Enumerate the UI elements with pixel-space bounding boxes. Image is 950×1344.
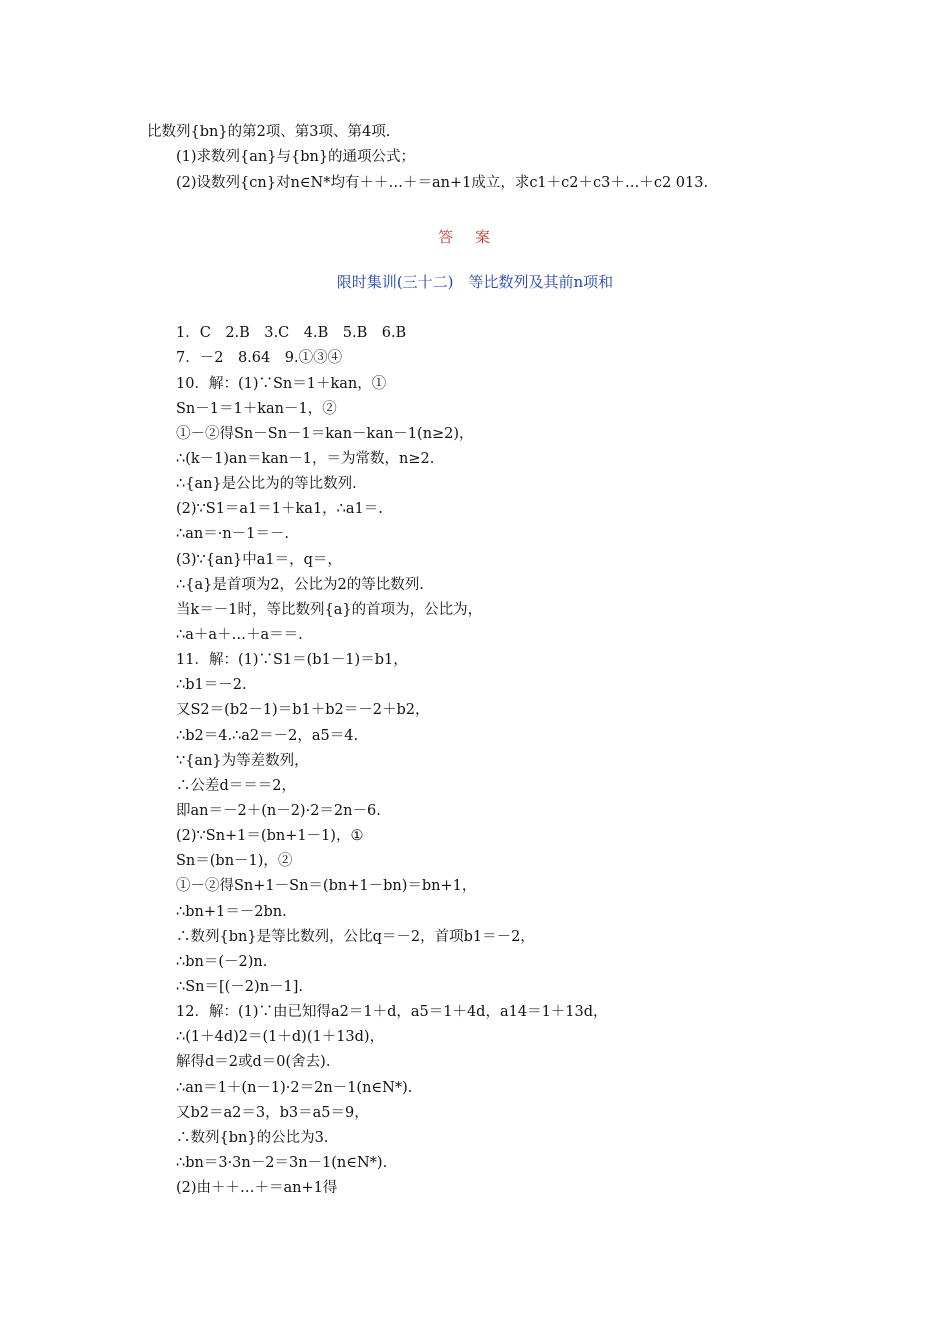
answer-line: (2)由＋＋…＋＝an+1得 [176, 1180, 338, 1196]
answer-line: ∴bn+1＝－2bn. [176, 904, 287, 920]
answer-line: ∴bn＝(－2)n. [176, 954, 268, 970]
answer-line: ∴(1＋4d)2＝(1＋d)(1＋13d)， [176, 1029, 385, 1045]
question-line-3: (2)设数列{cn}对n∈N*均有＋＋…＋＝an+1成立，求c1＋c2＋c3＋…＋c2 013. [176, 175, 709, 191]
answer-line: ∴an＝·n－1＝－. [176, 526, 289, 542]
answer-line: ∴{a}是首项为2，公比为2的等比数列. [176, 577, 424, 593]
answer-line: Sn＝(bn－1)，② [176, 853, 293, 869]
answer-line: Sn－1＝1＋kan－1，② [176, 401, 337, 417]
answer-line: ①－②得Sn－Sn－1＝kan－kan－1(n≥2)， [176, 426, 474, 442]
answer-line: ∴{an}是公比为的等比数列. [176, 476, 357, 492]
answer-line: ∴b1＝－2. [176, 677, 247, 693]
answer-line: (3)∵{an}中a1＝，q＝， [176, 552, 342, 568]
answer-line: ∴a＋a＋…＋a＝＝. [176, 627, 303, 643]
answer-line: ∴数列{bn}的公比为3. [176, 1130, 329, 1146]
answer-line: ∴bn＝3·3n－2＝3n－1(n∈N*). [176, 1155, 388, 1171]
answer-line: ∴an＝1＋(n－1)·2＝2n－1(n∈N*). [176, 1080, 413, 1096]
answer-line: 12．解：(1)∵由已知得a2＝1＋d，a5＝1＋4d，a14＝1＋13d， [176, 1004, 608, 1020]
answer-line: ∴公差d＝＝＝2， [176, 778, 297, 794]
answer-line: ∴b2＝4.∴a2＝－2，a5＝4. [176, 728, 359, 744]
answer-line: 7．－2 8.64 9.①③④ [176, 350, 343, 366]
answer-line: (2)∵Sn+1＝(bn+1－1)，① [176, 828, 364, 844]
answer-line: ∵{an}为等差数列， [176, 753, 309, 769]
answer-line: 又S2＝(b2－1)＝b1＋b2＝－2＋b2， [176, 702, 430, 718]
answer-line: ∴数列{bn}是等比数列，公比q＝－2，首项b1＝－2， [176, 929, 535, 945]
answer-line: 即an＝－2＋(n－2)·2＝2n－6. [176, 803, 381, 819]
answer-line: ∴(k－1)an＝kan－1，＝为常数，n≥2. [176, 451, 435, 467]
answer-line: 解得d＝2或d＝0(舍去). [176, 1054, 331, 1070]
answer-line: ①－②得Sn+1－Sn＝(bn+1－bn)＝bn+1， [176, 878, 477, 894]
answer-line: 又b2＝a2＝3，b3＝a5＝9， [176, 1105, 369, 1121]
answer-line: 1．C 2.B 3.C 4.B 5.B 6.B [176, 325, 407, 341]
section-heading: 限时集训(三十二) 等比数列及其前n项和 [336, 273, 614, 291]
answer-line: 10．解：(1)∵Sn＝1＋kan，① [176, 376, 387, 392]
answer-line: ∴Sn＝[(－2)n－1]. [176, 979, 304, 995]
answer-heading: 答案 [437, 228, 512, 246]
answer-line: 当k＝－1时，等比数列{a}的首项为，公比为， [176, 602, 483, 618]
answer-line: (2)∵S1＝a1＝1＋ka1，∴a1＝. [176, 501, 383, 517]
question-line-1: 比数列{bn}的第2项、第3项、第4项. [147, 124, 391, 140]
question-line-2: (1)求数列{an}与{bn}的通项公式； [176, 149, 416, 165]
answer-line: 11．解：(1)∵S1＝(b1－1)＝b1， [176, 652, 408, 668]
